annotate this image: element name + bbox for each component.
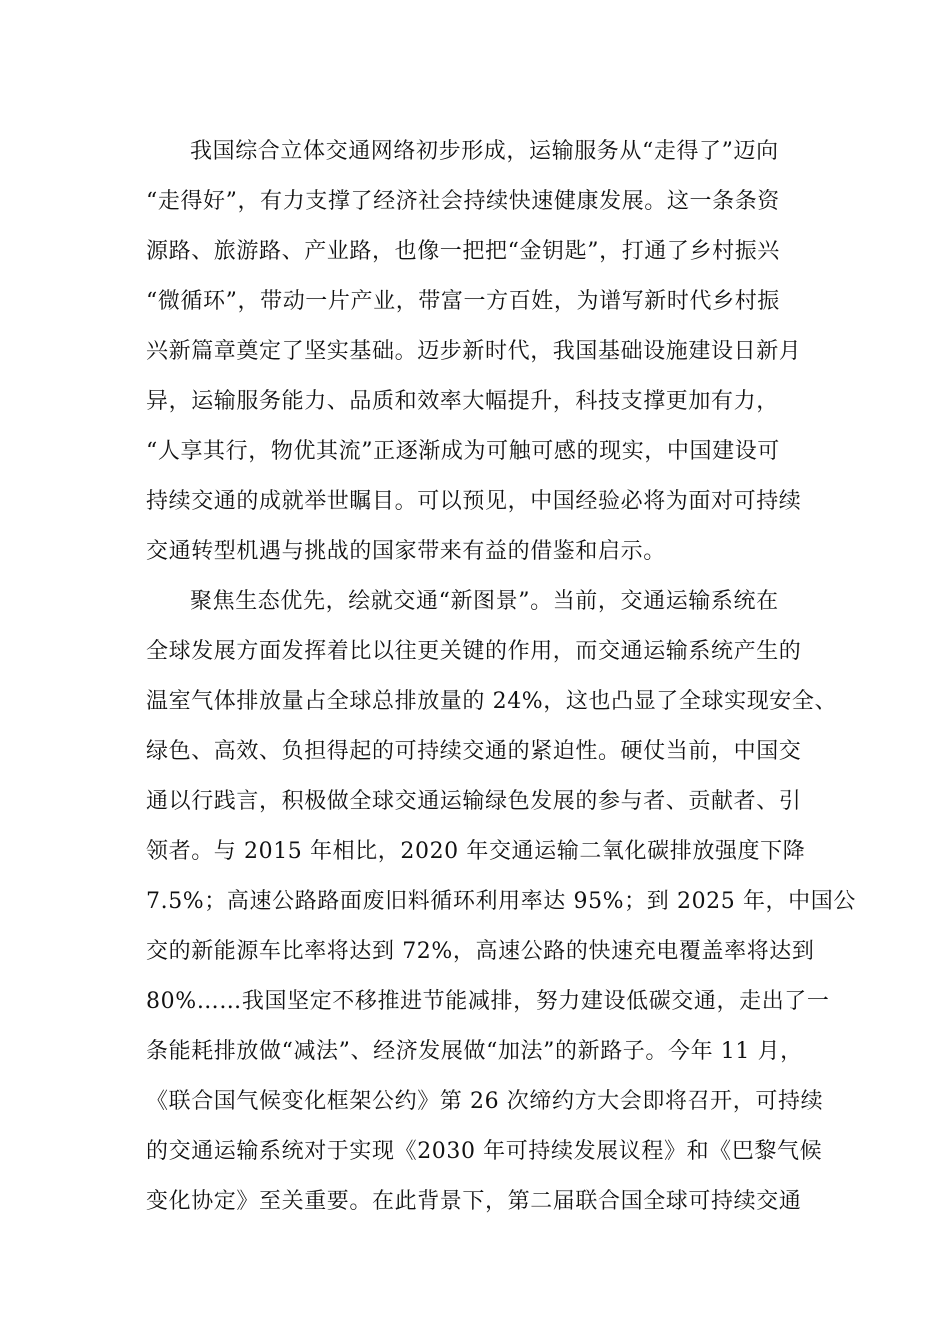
paragraph-line: 领者。与 2015 年相比，2020 年交通运输二氧化碳排放强度下降 bbox=[146, 839, 806, 864]
paragraph-line: 温室气体排放量占全球总排放量的 24%，这也凸显了全球实现安全、 bbox=[146, 689, 838, 714]
paragraph-line: 的交通运输系统对于实现《2030 年可持续发展议程》和《巴黎气候 bbox=[146, 1139, 823, 1164]
paragraph-line: 条能耗排放做“减法”、经济发展做“加法”的新路子。今年 11 月， bbox=[146, 1039, 803, 1064]
paragraph-line: 80%……我国坚定不移推进节能减排，努力建设低碳交通，走出了一 bbox=[146, 989, 830, 1014]
paragraph-line: 异，运输服务能力、品质和效率大幅提升，科技支撑更加有力， bbox=[146, 389, 779, 414]
paragraph-line: 7.5%；高速公路路面废旧料循环利用率达 95%；到 2025 年，中国公 bbox=[146, 889, 856, 914]
paragraph-line: 变化协定》至关重要。在此背景下，第二届联合国全球可持续交通 bbox=[146, 1189, 802, 1214]
paragraph-line: 全球发展方面发挥着比以往更关键的作用，而交通运输系统产生的 bbox=[146, 639, 802, 664]
paragraph-line: 源路、旅游路、产业路，也像一把把“金钥匙”，打通了乡村振兴 bbox=[146, 239, 780, 264]
paragraph-line: 通以行践言，积极做全球交通运输绿色发展的参与者、贡献者、引 bbox=[146, 789, 802, 814]
paragraph-line: “人享其行，物优其流”正逐渐成为可触可感的现实，中国建设可 bbox=[146, 439, 780, 464]
paragraph-line: 交通转型机遇与挑战的国家带来有益的借鉴和启示。 bbox=[146, 539, 666, 564]
paragraph-1 bbox=[146, 127, 812, 577]
paragraph-line: 聚焦生态优先，绘就交通“新图景”。当前，交通运输系统在 bbox=[190, 589, 779, 614]
paragraph-line: 绿色、高效、负担得起的可持续交通的紧迫性。硬仗当前，中国交 bbox=[146, 739, 802, 764]
paragraph-line: 《联合国气候变化框架公约》第 26 次缔约方大会即将召开，可持续 bbox=[146, 1089, 824, 1114]
paragraph-2 bbox=[146, 577, 856, 1227]
paragraph-line: 交的新能源车比率将达到 72%，高速公路的快速充电覆盖率将达到 bbox=[146, 939, 815, 964]
paragraph-line: “走得好”，有力支撑了经济社会持续快速健康发展。这一条条资 bbox=[146, 189, 780, 214]
paragraph-line: 兴新篇章奠定了坚实基础。迈步新时代，我国基础设施建设日新月 bbox=[146, 339, 802, 364]
paragraph-line: 持续交通的成就举世瞩目。可以预见，中国经验必将为面对可持续 bbox=[146, 489, 802, 514]
paragraph-line: 我国综合立体交通网络初步形成，运输服务从“走得了”迈向 bbox=[190, 139, 779, 164]
paragraph-line: “微循环”，带动一片产业，带富一方百姓，为谱写新时代乡村振 bbox=[146, 289, 780, 314]
